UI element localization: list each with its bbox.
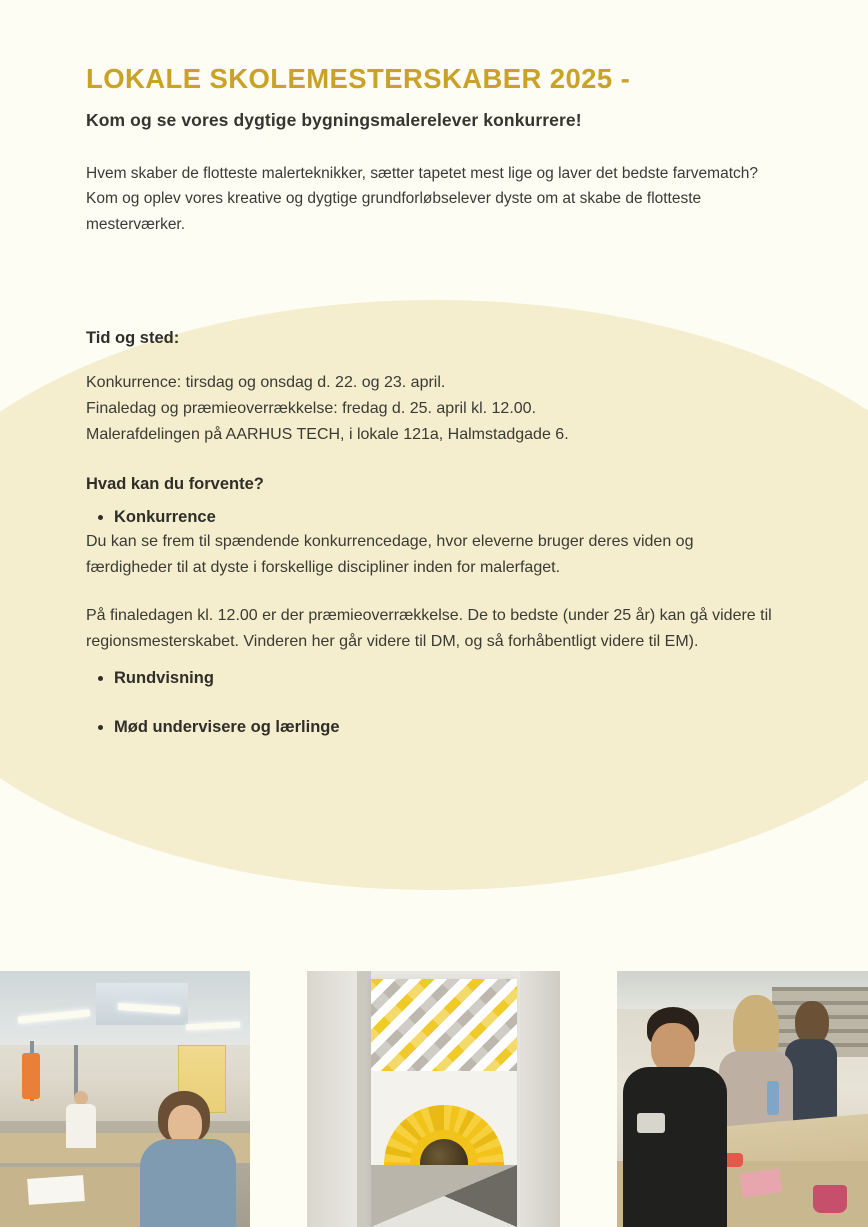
tid-line-1: Konkurrence: tirsdag og onsdag d. 22. og 23. april. — [86, 373, 446, 391]
bullet-list-konkurrence — [86, 508, 782, 527]
intro-paragraph: Hvem skaber de flotteste malerteknikker, sætter tapetet mest lige og laver det bedste farvematch? Kom og oplev vores kreative og dygtige grundforløbselever dyste om at skabe de flotteste mesterværker. — [86, 165, 758, 233]
tid-og-sted-details — [86, 370, 782, 448]
classroom-students-photo — [617, 971, 868, 1227]
tid-og-sted-heading: Tid og sted: — [86, 328, 180, 347]
list-item-moed-undervisere: • Mød undervisere og lærlinge — [114, 718, 782, 737]
tid-line-3: Malerafdelingen på AARHUS TECH, i lokale 121a, Halmstadgade 6. — [86, 425, 569, 443]
bullet-list-extras — [86, 669, 782, 737]
sunflower-mural-photo — [307, 971, 560, 1227]
page-title: LOKALE SKOLEMESTERSKABER 2025 - — [86, 63, 631, 94]
page-subtitle: Kom og se vores dygtige bygningsmalerelever konkurrere! — [86, 110, 582, 131]
list-item-konkurrence: • Konkurrence — [114, 508, 782, 527]
konkurrence-paragraph: Du kan se frem til spændende konkurrencedage, hvor eleverne bruger deres viden og færdigheder til at dyste i forskellige discipliner inden for malerfaget. — [86, 533, 694, 577]
forvente-heading: Hvad kan du forvente? — [86, 475, 264, 494]
photo-strip — [0, 971, 868, 1227]
list-item-rundvisning: • Rundvisning — [114, 669, 782, 688]
finaledag-paragraph: På finaledagen kl. 12.00 er der præmieoverrækkelse. De to bedste (under 25 år) kan gå videre til regionsmesterskabet. Vinderen her går videre til DM, og så forhåbentligt videre til EM). — [86, 607, 772, 651]
tid-line-2: Finaledag og præmieoverrækkelse: fredag d. 25. april kl. 12.00. — [86, 399, 537, 417]
workshop-students-photo — [0, 971, 250, 1227]
